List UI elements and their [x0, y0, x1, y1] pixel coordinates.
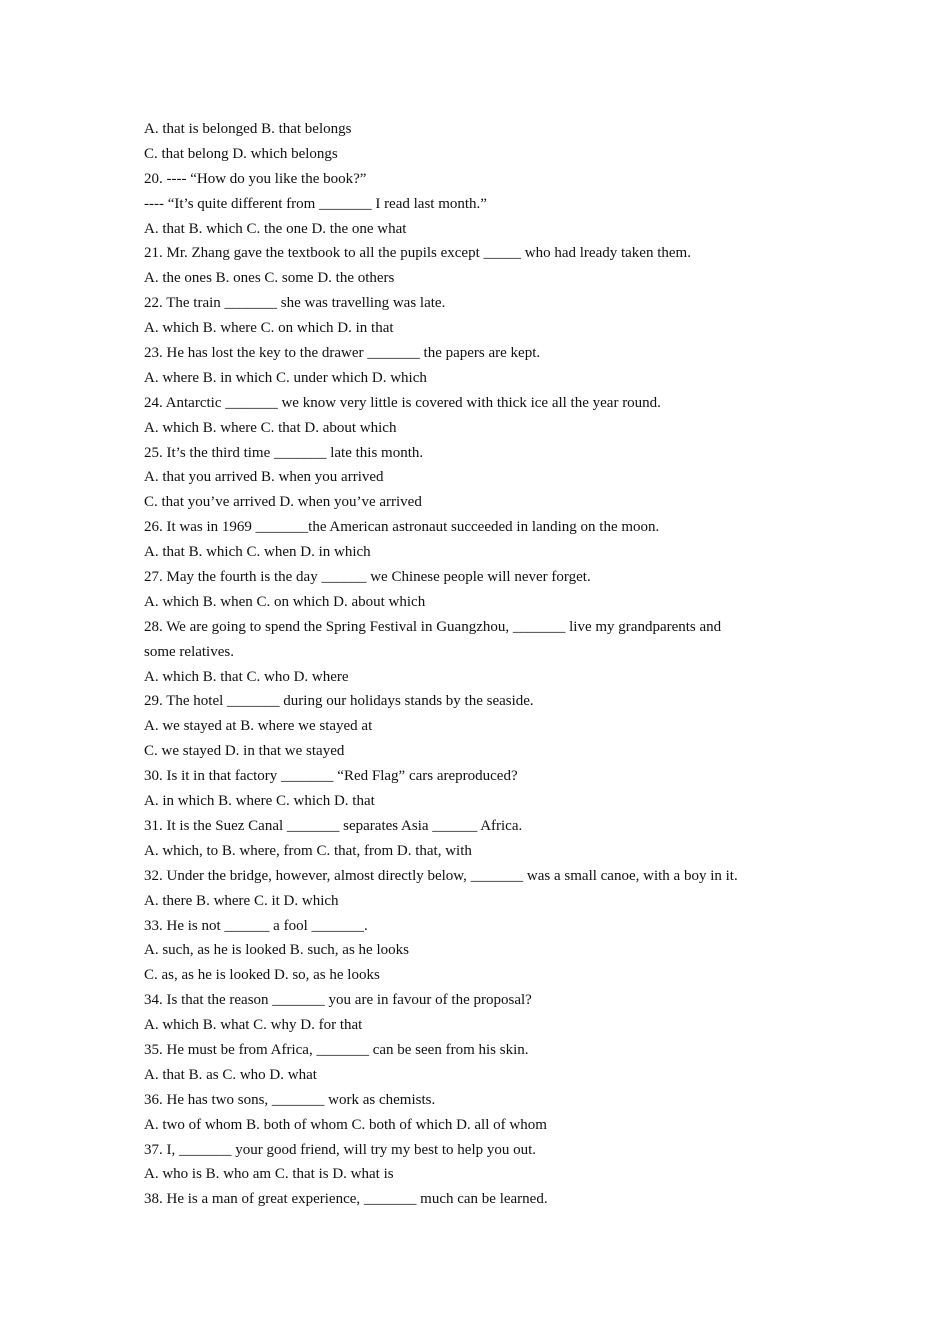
text-line: A. there B. where C. it D. which	[144, 892, 339, 909]
text-line: 27. May the fourth is the day ______ we Chinese people will never forget.	[144, 569, 591, 586]
text-line: 29. The hotel _______ during our holidays stands by the seaside.	[144, 693, 534, 710]
text-line: some relatives.	[144, 643, 234, 660]
text-line: A. two of whom B. both of whom C. both of which D. all of whom	[144, 1116, 547, 1133]
text-line: A. we stayed at B. where we stayed at	[144, 718, 373, 735]
text-line: A. which B. where C. that D. about which	[144, 419, 397, 436]
text-line: 25. It’s the third time _______ late this month.	[144, 444, 424, 461]
text-line: 21. Mr. Zhang gave the textbook to all the pupils except _____ who had lready taken them.	[144, 245, 691, 262]
question-list	[144, 117, 834, 1212]
text-line: 26. It was in 1969 _______the American astronaut succeeded in landing on the moon.	[144, 519, 660, 536]
text-line: C. that you’ve arrived D. when you’ve arrived	[144, 494, 422, 511]
text-line: 33. He is not ______ a fool _______.	[144, 917, 368, 934]
text-line: 28. We are going to spend the Spring Festival in Guangzhou, _______ live my grandparents and	[144, 618, 722, 635]
text-line: 36. He has two sons, _______ work as chemists.	[144, 1091, 436, 1108]
text-line: 20. ---- “How do you like the book?”	[144, 170, 367, 187]
text-line: 31. It is the Suez Canal _______ separates Asia ______ Africa.	[144, 817, 523, 834]
text-line: A. in which B. where C. which D. that	[144, 793, 375, 810]
text-line: C. that belong D. which belongs	[144, 145, 338, 162]
text-line: A. which B. where C. on which D. in that	[144, 320, 394, 337]
text-line: A. that is belonged B. that belongs	[144, 121, 352, 137]
text-line: 37. I, _______ your good friend, will try my best to help you out.	[144, 1141, 537, 1158]
text-line: C. as, as he is looked D. so, as he looks	[144, 967, 380, 984]
text-line: A. who is B. who am C. that is D. what is	[144, 1166, 394, 1183]
text-line: A. which B. that C. who D. where	[144, 668, 349, 685]
text-line: A. such, as he is looked B. such, as he looks	[144, 942, 409, 959]
text-line: ---- “It’s quite different from _______ I read last month.”	[144, 195, 487, 212]
text-line: 24. Antarctic _______ we know very little is covered with thick ice all the year round.	[144, 394, 661, 411]
text-line: A. that B. as C. who D. what	[144, 1066, 317, 1083]
text-line: 38. He is a man of great experience, _______ much can be learned.	[144, 1191, 548, 1208]
text-line: A. the ones B. ones C. some D. the others	[144, 270, 395, 287]
text-line: 22. The train _______ she was travelling was late.	[144, 295, 446, 312]
text-line: A. where B. in which C. under which D. which	[144, 369, 427, 386]
text-line: A. which, to B. where, from C. that, from D. that, with	[144, 842, 472, 859]
text-line: A. that B. which C. the one D. the one what	[144, 220, 407, 237]
text-line: A. which B. what C. why D. for that	[144, 1017, 363, 1034]
text-line: A. that you arrived B. when you arrived	[144, 469, 384, 486]
text-line: C. we stayed D. in that we stayed	[144, 743, 345, 760]
text-line: 30. Is it in that factory _______ “Red Flag” cars areproduced?	[144, 768, 518, 785]
text-line: A. which B. when C. on which D. about which	[144, 593, 426, 610]
text-line: 34. Is that the reason _______ you are in favour of the proposal?	[144, 992, 532, 1009]
text-line: 23. He has lost the key to the drawer _______ the papers are kept.	[144, 345, 541, 362]
text-line: 32. Under the bridge, however, almost directly below, _______ was a small canoe, with a boy in it.	[144, 867, 738, 884]
text-line: 35. He must be from Africa, _______ can be seen from his skin.	[144, 1041, 529, 1058]
text-line: A. that B. which C. when D. in which	[144, 544, 371, 561]
